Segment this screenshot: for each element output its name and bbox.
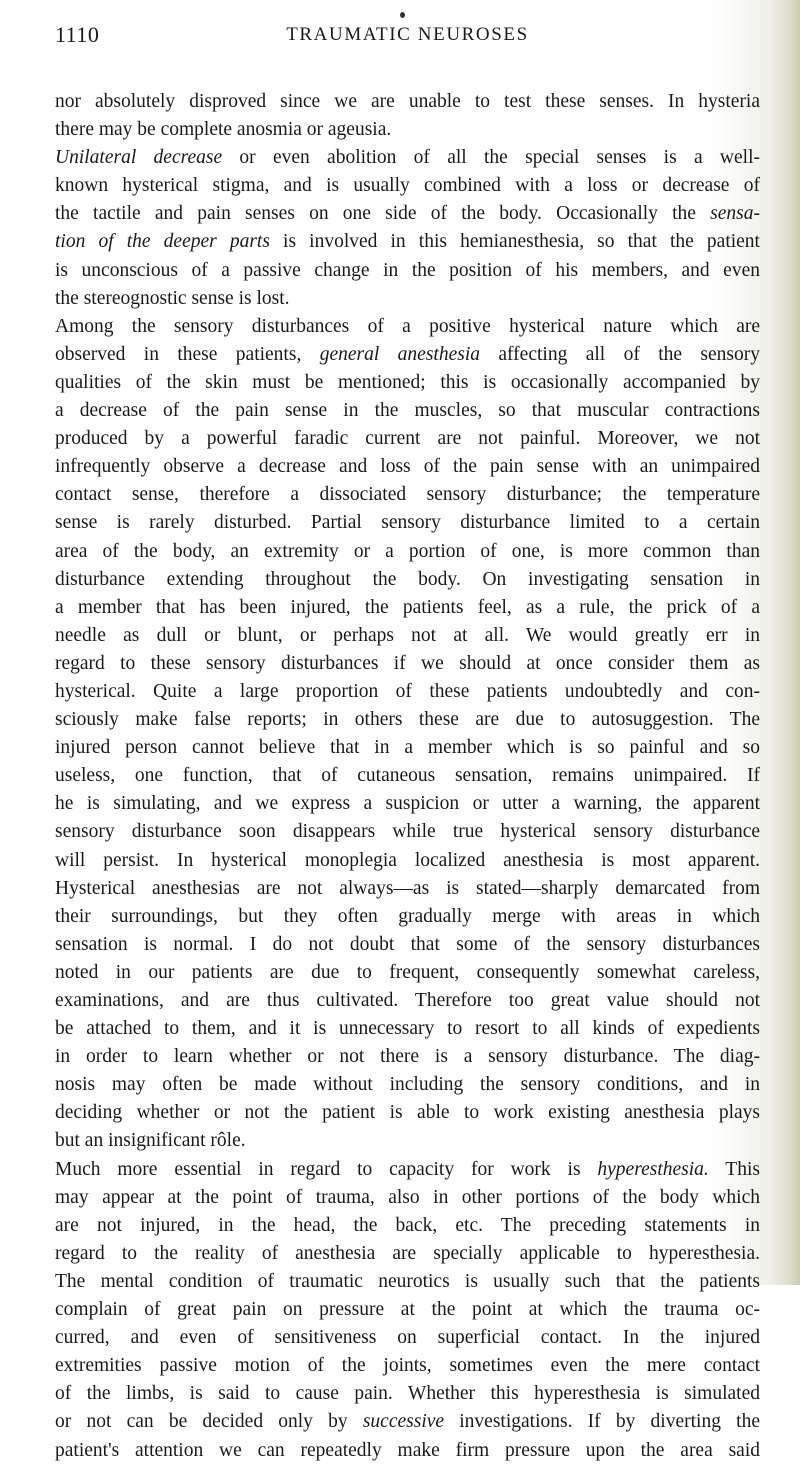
text-line [55,1156,760,1184]
text-segment: observed in these patients, [55,343,320,365]
italic-phrase: general anesthesia [319,343,480,365]
text-line: are not injured, in the head, the back, etc. The preceding statements in [55,1214,760,1236]
text-line: a member that has been injured, the patients feel, as a rule, the prick of a [55,596,760,618]
italic-phrase: successive [362,1411,445,1433]
italic-phrase: tion of the deeper parts [55,231,270,253]
page-header [55,22,760,52]
text-line: he is simulating, and we express a suspicion or utter a warning, the apparent [55,793,760,815]
text-line: sense is rarely disturbed. Partial sensory disturbance limited to a certain [55,512,760,534]
text-line: area of the body, an extremity or a portion of one, is more common than [55,540,760,562]
text-segment: This [708,1158,760,1180]
text-line: is unconscious of a passive change in the position of his members, and even [55,259,760,281]
text-line: deciding whether or not the patient is able to work existing anesthesia plays [55,1102,760,1124]
text-line [55,200,760,228]
page-edge-shadow [770,0,800,1285]
text-line: nor absolutely disproved since we are unable to test these senses. In hysteria [55,91,760,112]
text-segment: investigations. If by diverting the [444,1411,760,1433]
text-line [55,341,760,369]
text-segment: Much more essential in regard to capacity for work is [55,1158,598,1180]
text-segment: or even abolition of all the special senses is a well- [222,147,760,169]
text-line: examinations, and are thus cultivated. Therefore too great value should not [55,990,760,1011]
text-line: sensation is normal. I do not doubt that some of the sensory disturbances [55,933,760,955]
text-line: hysterical. Quite a large proportion of these patients undoubtedly and con- [55,680,760,702]
text-line: may appear at the point of trauma, also in other portions of the body which [55,1186,760,1208]
text-line: patient's attention we can repeatedly make firm pressure upon the area said [55,1439,760,1461]
text-line: of the limbs, is said to cause pain. Whether this hyperesthesia is simulated [55,1383,760,1405]
text-line: sensory disturbance soon disappears while true hysterical sensory disturbance [55,821,760,843]
text-line: regard to these sensory disturbances if we should at once consider them as [55,652,760,674]
printer-dot-mark [400,12,405,18]
text-segment: the tactile and pain senses on one side of the body. Occasionally the [55,203,711,225]
text-line [55,228,760,256]
text-line: there may be complete anosmia or ageusia. [55,119,392,141]
running-head: TRAUMATIC NEUROSES [286,24,529,45]
text-line: complain of great pain on pressure at the point at which the trauma oc- [55,1299,760,1321]
text-line: contact sense, therefore a dissociated sensory disturbance; the temperature [55,484,760,506]
text-line: Hysterical anesthesias are not always—as is stated—sharply demarcated from [55,877,760,899]
text-line: be attached to them, and it is unnecessary to resort to all kinds of expedients [55,1018,760,1040]
text-line: produced by a powerful faradic current are not painful. Moreover, we not [55,428,760,450]
italic-phrase: sensa- [710,203,760,225]
text-line: extremities passive motion of the joints, sometimes even the mere contact [55,1355,760,1377]
text-line: injured person cannot believe that in a member which is so painful and so [55,737,760,759]
text-line: useless, one function, that of cutaneous sensation, remains unimpaired. If [55,765,760,787]
text-segment: affecting all of the sensory [480,343,761,365]
text-segment: is involved in this hemianesthesia, so that the patient [269,231,760,253]
text-line: but an insignificant rôle. [55,1130,246,1152]
text-line [55,144,760,172]
text-line: known hysterical stigma, and is usually combined with a loss or decrease of [55,175,760,197]
text-segment: or not can be decided only by [55,1411,363,1433]
body-text [55,88,760,1465]
text-line: will persist. In hysterical monoplegia localized anesthesia is most apparent. [55,849,760,871]
text-line: regard to the reality of anesthesia are specially applicable to hyperesthesia. [55,1242,760,1264]
text-line: the stereognostic sense is lost. [55,287,290,309]
text-line: Among the sensory disturbances of a positive hysterical nature which are [55,315,760,337]
text-line: noted in our patients are due to frequent, consequently somewhat careless, [55,961,760,983]
text-line: disturbance extending throughout the body. On investigating sensation in [55,568,760,590]
text-line: qualities of the skin must be mentioned; this is occasionally accompanied by [55,371,760,393]
text-line: needle as dull or blunt, or perhaps not at all. We would greatly err in [55,624,760,646]
text-line [55,1408,760,1436]
italic-phrase: Unilateral decrease [55,147,223,169]
page-number: 1110 [55,22,100,47]
text-line: nosis may often be made without including the sensory conditions, and in [55,1074,760,1096]
text-line: a decrease of the pain sense in the muscles, so that muscular contractions [55,400,760,422]
italic-phrase: hyperesthesia. [597,1158,709,1180]
text-line: The mental condition of traumatic neurotics is usually such that the patients [55,1270,760,1292]
text-line: infrequently observe a decrease and loss of the pain sense with an unimpaired [55,456,760,478]
text-line: in order to learn whether or not there is a sensory disturbance. The diag- [55,1046,760,1068]
text-line: their surroundings, but they often gradually merge with areas in which [55,905,760,927]
text-line: sciously make false reports; in others these are due to autosuggestion. The [55,709,760,731]
text-line: curred, and even of sensitiveness on superficial contact. In the injured [55,1327,760,1349]
